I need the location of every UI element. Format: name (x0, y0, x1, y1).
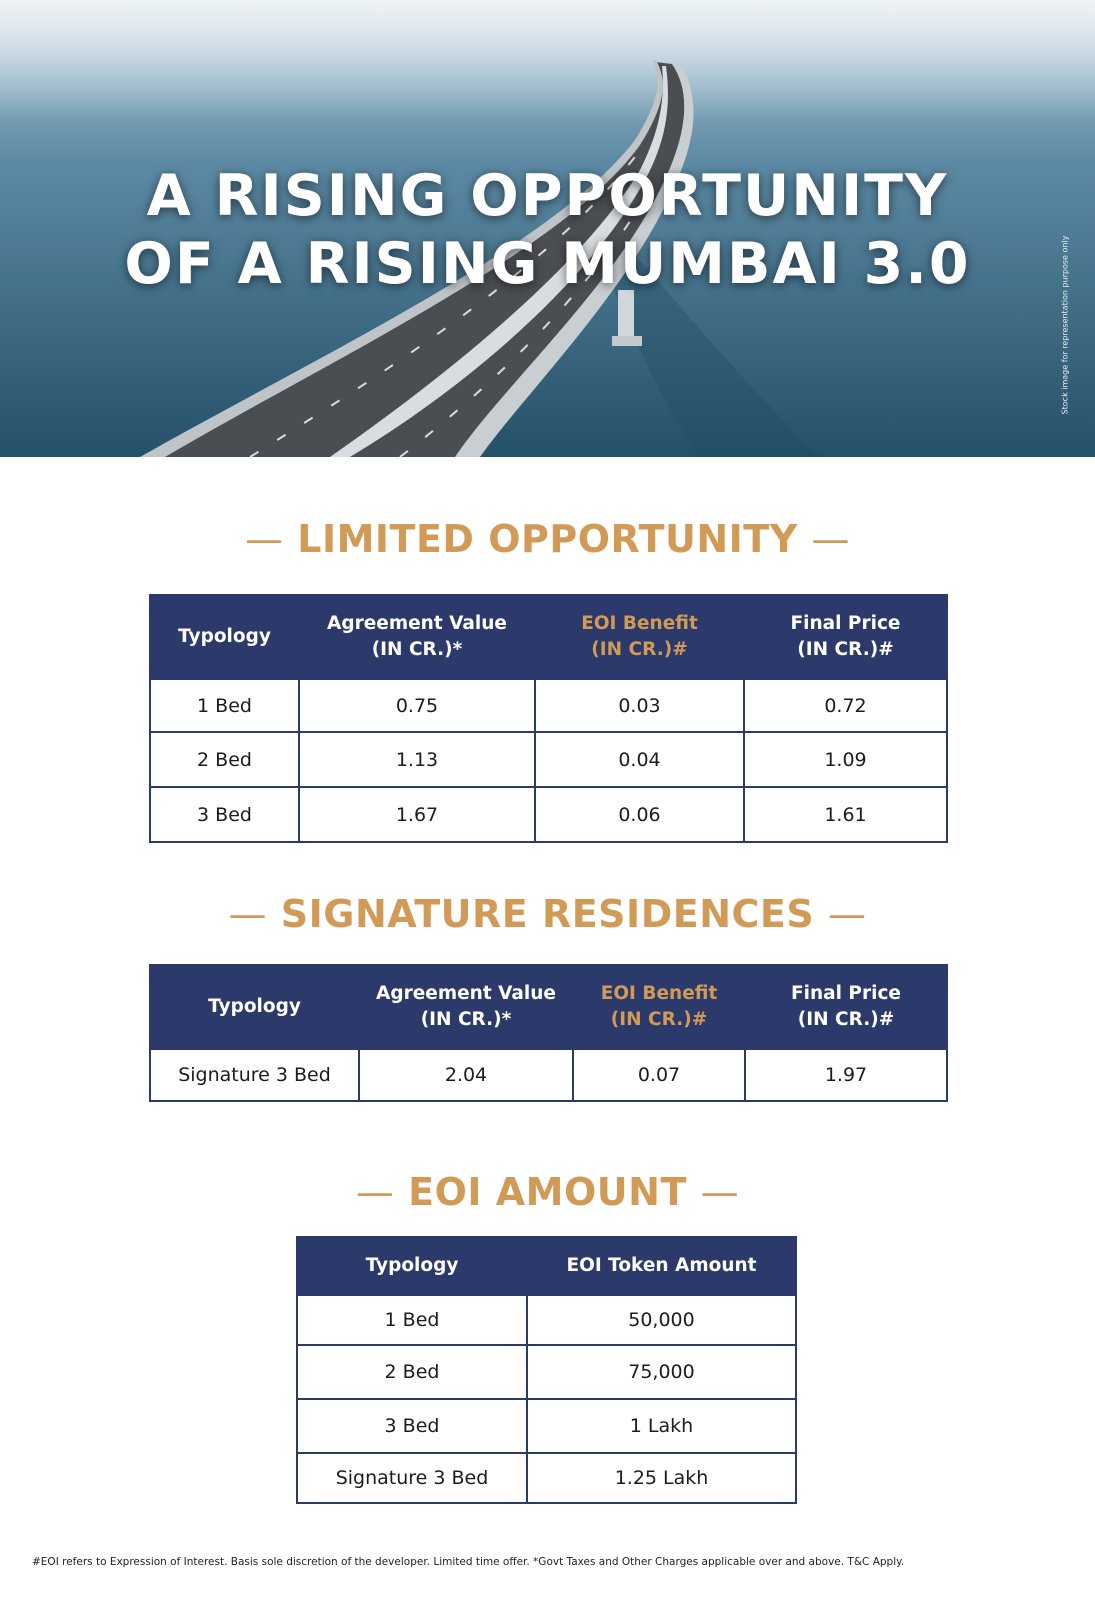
table-header-row (150, 965, 947, 1049)
title-dash-right: — (827, 892, 867, 936)
table-header-row (150, 595, 947, 679)
cell-eoi-benefit: 0.04 (535, 732, 744, 787)
cell-typology: 3 Bed (297, 1399, 527, 1453)
header-eoi-benefit: EOI Benefit (IN CR.)# (535, 595, 744, 679)
cell-eoi-benefit: 0.03 (535, 679, 744, 732)
title-dash-left: — (355, 1170, 395, 1214)
header-typology: Typology (150, 965, 359, 1049)
cell-agreement-value: 0.75 (299, 679, 535, 732)
cell-typology: 2 Bed (297, 1345, 527, 1399)
cell-eoi-token-amount: 50,000 (527, 1295, 796, 1345)
cell-final-price: 1.97 (745, 1049, 947, 1101)
title-dash-right: — (811, 517, 850, 561)
header-eoi-token-amount: EOI Token Amount (527, 1237, 796, 1295)
limited-opportunity-table (149, 594, 948, 843)
title-dash-right: — (700, 1170, 740, 1214)
table-row (297, 1345, 796, 1399)
cell-final-price: 0.72 (744, 679, 947, 732)
hero-title (0, 162, 1095, 298)
header-eoi-benefit: EOI Benefit (IN CR.)# (573, 965, 745, 1049)
cell-typology: 2 Bed (150, 732, 299, 787)
header-agreement-value: Agreement Value (IN CR.)* (359, 965, 573, 1049)
cell-typology: Signature 3 Bed (150, 1049, 359, 1101)
header-typology: Typology (297, 1237, 527, 1295)
title-dash-left: — (228, 892, 268, 936)
cell-typology: Signature 3 Bed (297, 1453, 527, 1503)
title-dash-left: — (245, 517, 284, 561)
eoi-amount-title-text: EOI AMOUNT (408, 1170, 687, 1214)
table-row (150, 732, 947, 787)
stock-image-note: Stock image for representation purpose only (1060, 235, 1070, 415)
limited-opportunity-title (0, 517, 1095, 561)
table-row (150, 787, 947, 842)
cell-typology: 1 Bed (297, 1295, 527, 1345)
header-typology: Typology (150, 595, 299, 679)
header-final-price: Final Price (IN CR.)# (745, 965, 947, 1049)
table-row (297, 1295, 796, 1345)
limited-opportunity-title-text: LIMITED OPPORTUNITY (297, 517, 798, 561)
cell-final-price: 1.61 (744, 787, 947, 842)
cell-eoi-token-amount: 1.25 Lakh (527, 1453, 796, 1503)
cell-agreement-value: 2.04 (359, 1049, 573, 1101)
cell-typology: 1 Bed (150, 679, 299, 732)
table-row (150, 1049, 947, 1101)
signature-residences-table (149, 964, 948, 1102)
hero-title-line-1: A RISING OPPORTUNITY (146, 163, 949, 229)
cell-final-price: 1.09 (744, 732, 947, 787)
footnote: #EOI refers to Expression of Interest. Basis sole discretion of the developer. Limited time offer. *Govt Taxes and Other Charges applicable over and above. T&C Apply. (32, 1556, 905, 1568)
eoi-amount-title (0, 1170, 1095, 1214)
cell-eoi-token-amount: 75,000 (527, 1345, 796, 1399)
table-row (297, 1399, 796, 1453)
header-agreement-value: Agreement Value (IN CR.)* (299, 595, 535, 679)
cell-agreement-value: 1.67 (299, 787, 535, 842)
hero-banner (0, 0, 1095, 457)
eoi-amount-table (296, 1236, 797, 1504)
table-header-row (297, 1237, 796, 1295)
cell-eoi-benefit: 0.07 (573, 1049, 745, 1101)
table-row (297, 1453, 796, 1503)
signature-residences-title-text: SIGNATURE RESIDENCES (280, 892, 815, 936)
cell-typology: 3 Bed (150, 787, 299, 842)
hero-title-line-2: OF A RISING MUMBAI 3.0 (124, 231, 971, 297)
table-row (150, 679, 947, 732)
cell-eoi-token-amount: 1 Lakh (527, 1399, 796, 1453)
signature-residences-title (0, 892, 1095, 936)
header-final-price: Final Price (IN CR.)# (744, 595, 947, 679)
cell-agreement-value: 1.13 (299, 732, 535, 787)
cell-eoi-benefit: 0.06 (535, 787, 744, 842)
